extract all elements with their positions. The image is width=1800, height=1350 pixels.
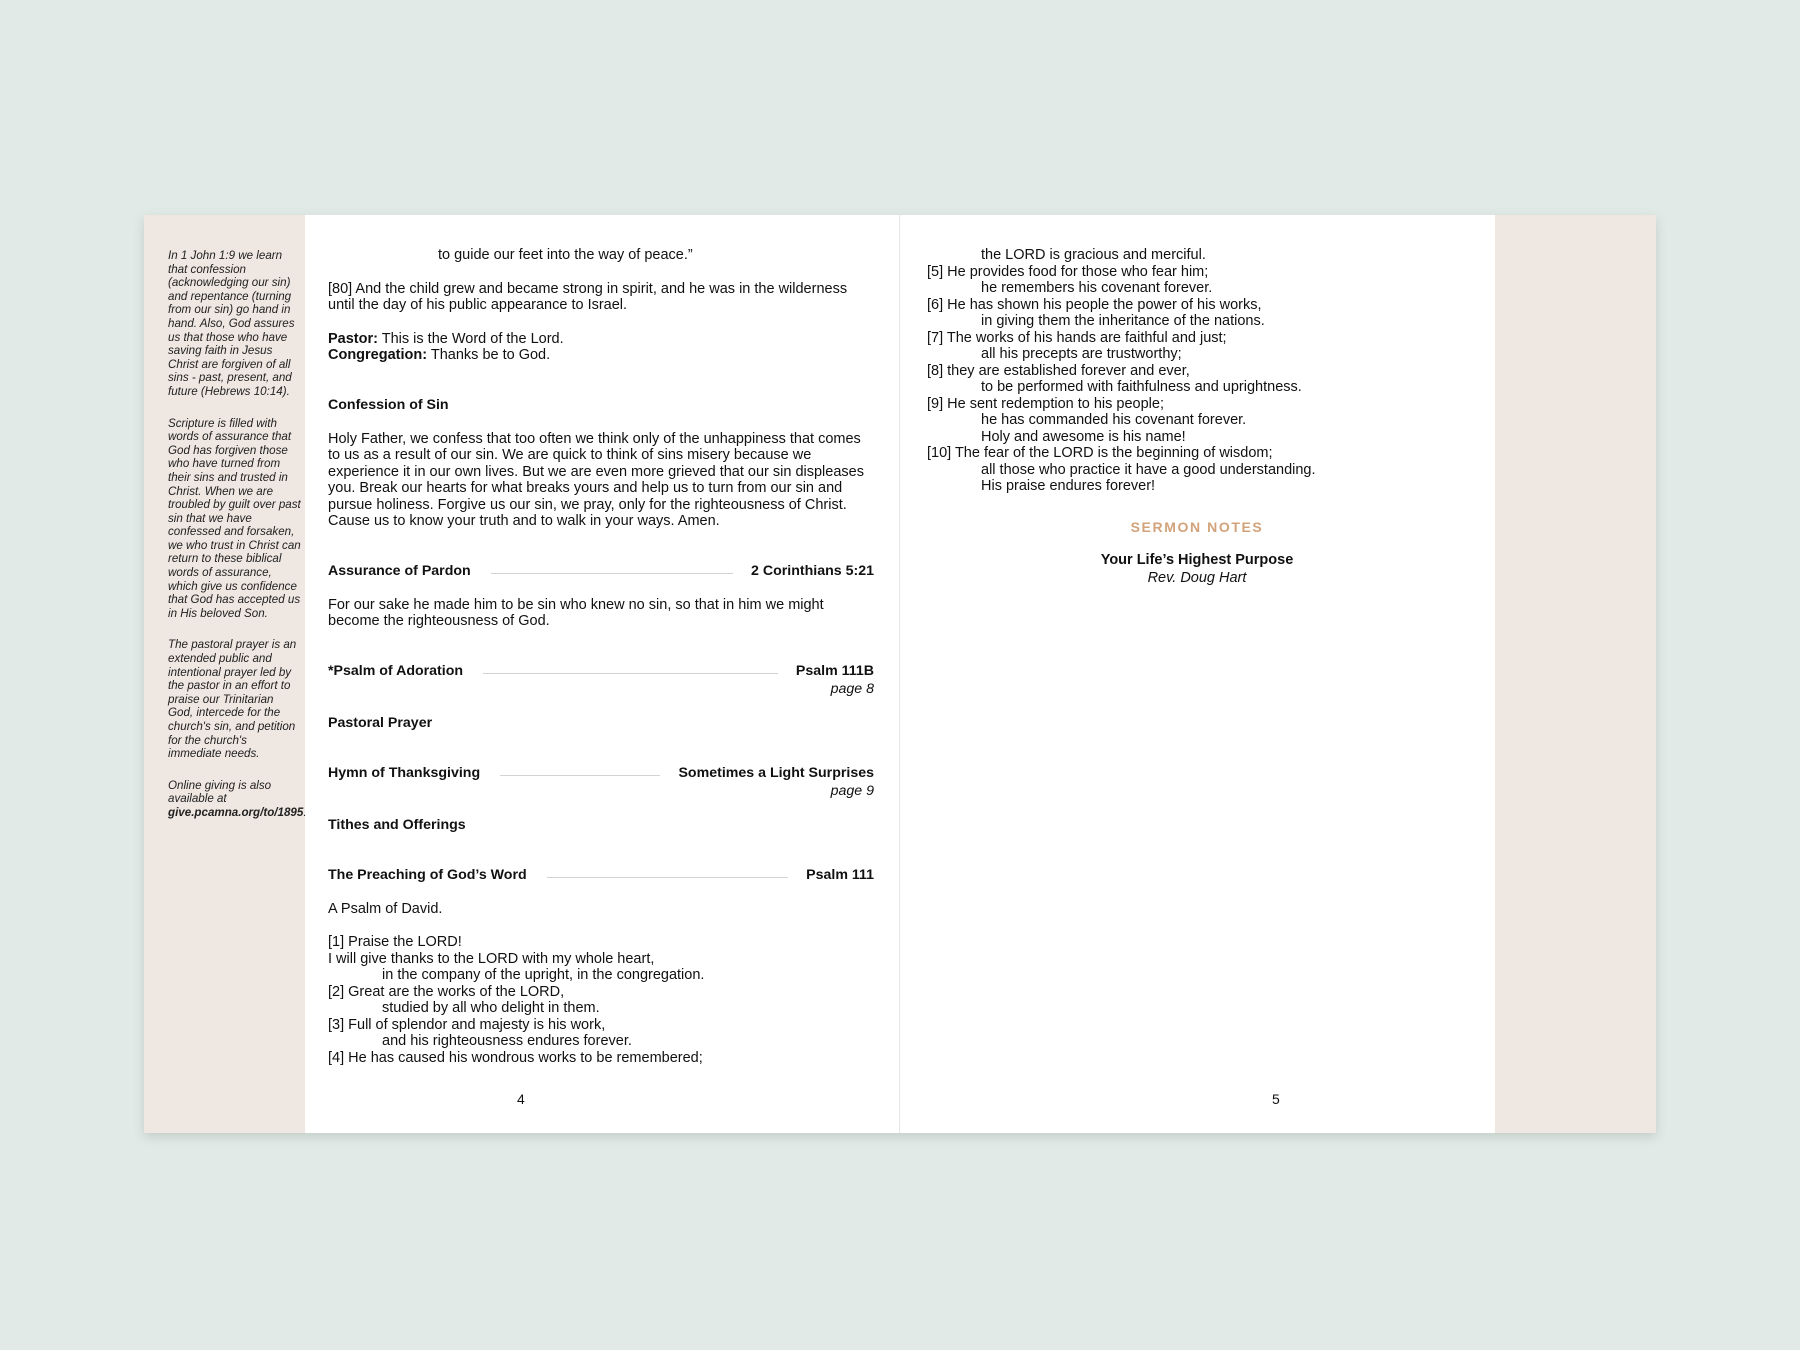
- assurance-reference: 2 Corinthians 5:21: [751, 562, 874, 579]
- preacher-name: Rev. Doug Hart: [1147, 569, 1247, 586]
- right-margin-panel: [1495, 215, 1656, 1133]
- psalm-line: [3] Full of splendor and majesty is his work,: [328, 1016, 606, 1033]
- pastor-response: [328, 331, 874, 348]
- psalm-line: in giving them the inheritance of the nations.: [981, 313, 1265, 329]
- psalm-line: all those who practice it have a good understanding.: [981, 461, 1316, 478]
- sermon-notes-title: SERMON NOTES: [1130, 518, 1264, 535]
- scripture-verse-80: [80] And the child grew and became strong in spirit, and he was in the wilderness until the day of his public appearance to Israel.: [328, 280, 848, 313]
- page-number-left: 4: [517, 1091, 525, 1107]
- assurance-row: [328, 563, 874, 580]
- preaching-heading: The Preaching of God’s Word: [328, 866, 527, 883]
- scripture-line: to guide our feet into the way of peace.”: [438, 247, 693, 263]
- adoration-page-ref: page 8: [830, 680, 874, 697]
- sermon-title: Your Life’s Highest Purpose: [1100, 551, 1294, 568]
- psalm-line: [2] Great are the works of the LORD,: [328, 983, 565, 1000]
- psalm-line: [6] He has shown his people the power of his works,: [927, 296, 1262, 313]
- psalm-line: I will give thanks to the LORD with my whole heart,: [328, 950, 655, 967]
- adoration-reference: Psalm 111B: [795, 662, 874, 679]
- thanksgiving-hymn: Sometimes a Light Surprises: [678, 764, 874, 781]
- congregation-text: Thanks be to God.: [430, 347, 551, 363]
- sidebar-note-confession: In 1 John 1:9 we learn that confession (acknowledging our sin) and repentance (turning from our sin) go hand in hand. Also, God assures us that those who have saving faith in Jesus Christ are forgiven of all sins - past, present, and future (Hebrews 10:14).: [168, 249, 295, 398]
- psalm-line: studied by all who delight in them.: [382, 1000, 600, 1016]
- page-right: [927, 247, 1467, 587]
- page-left: [328, 247, 874, 1066]
- thanksgiving-row: [328, 765, 874, 782]
- adoration-heading: *Psalm of Adoration: [328, 662, 464, 679]
- adoration-row: [328, 663, 874, 680]
- sidebar-note-online-giving: [168, 778, 307, 820]
- sidebar-note-assurance: Scripture is filled with words of assurance that God has forgiven those who have turned from their sins and trusted in Christ. When we are troubled by guilt over past sin that we have confessed and forsaken, we who trust in Christ can return to these biblical words of assurance, which give us confidence that God has accepted us in His beloved Son.: [168, 416, 301, 620]
- preaching-reference: Psalm 111: [806, 866, 874, 883]
- psalm-line: to be performed with faithfulness and uprightness.: [981, 379, 1302, 395]
- assurance-heading: Assurance of Pardon: [328, 562, 471, 579]
- psalm-line: [9] He sent redemption to his people;: [927, 395, 1164, 412]
- page-number-right: 5: [1272, 1091, 1280, 1107]
- page-divider: [899, 215, 900, 1133]
- psalm-line: [5] He provides food for those who fear him;: [927, 263, 1209, 280]
- assurance-text: For our sake he made him to be sin who knew no sin, so that in him we might become the righteousness of God.: [328, 596, 824, 629]
- thanksgiving-page-ref: page 9: [830, 782, 874, 799]
- online-giving-text: Online giving is also available at: [168, 778, 272, 806]
- psalm-line: [8] they are established forever and ever,: [927, 362, 1190, 379]
- psalm-line: [7] The works of his hands are faithful and just;: [927, 329, 1227, 346]
- psalm-line: in the company of the upright, in the congregation.: [382, 967, 705, 983]
- thanksgiving-heading: Hymn of Thanksgiving: [328, 764, 481, 781]
- leader-rule: [500, 775, 660, 776]
- psalm-line: Holy and awesome is his name!: [981, 428, 1186, 445]
- sidebar-notes-panel: [144, 215, 305, 1133]
- leader-rule: [547, 877, 789, 878]
- leader-rule: [483, 673, 778, 674]
- psalm-line: [1] Praise the LORD!: [328, 934, 462, 950]
- psalm-line: he has commanded his covenant forever.: [981, 412, 1247, 428]
- online-giving-period: .: [303, 805, 307, 819]
- psalm-line: the LORD is gracious and merciful.: [981, 247, 1206, 263]
- psalm-line: His praise endures forever!: [981, 478, 1156, 494]
- congregation-label: Congregation:: [328, 347, 428, 363]
- confession-heading: Confession of Sin: [328, 396, 449, 413]
- psalm-intro: A Psalm of David.: [328, 900, 443, 917]
- congregation-response: [328, 347, 874, 364]
- leader-rule: [491, 573, 733, 574]
- psalm-line: [4] He has caused his wondrous works to be remembered;: [328, 1049, 703, 1066]
- psalm-line: all his precepts are trustworthy;: [981, 346, 1182, 362]
- psalm-line: [10] The fear of the LORD is the beginning of wisdom;: [927, 445, 1273, 461]
- bulletin-spread: [144, 215, 1656, 1133]
- pastor-label: Pastor:: [328, 330, 378, 347]
- tithes-heading: Tithes and Offerings: [328, 816, 466, 833]
- pastoral-prayer-heading: Pastoral Prayer: [328, 714, 433, 731]
- sidebar-note-pastoral-prayer: The pastoral prayer is an extended public and intentional prayer led by the pastor in an effort to praise our Trinitarian God, intercede for the church's sin, and petition for the church's immediate needs.: [168, 638, 297, 761]
- online-giving-link[interactable]: give.pcamna.org/to/1895: [168, 805, 304, 819]
- pastor-text: This is the Word of the Lord.: [381, 330, 564, 347]
- psalm-line: he remembers his covenant forever.: [981, 280, 1213, 296]
- preaching-row: [328, 867, 874, 884]
- psalm-line: and his righteousness endures forever.: [382, 1033, 632, 1049]
- confession-prayer: Holy Father, we confess that too often we think only of the unhappiness that comes to us as a result of our sin. We are quick to think of sins misery because we experience it in our own lives. But we are even more grieved that our sin displeases you. Break our hearts for what breaks yours and help us to turn from our sin and pursue holiness. Forgive us our sin, we pray, only for the righteousness of Christ. Cause us to know your truth and to walk in your ways. Amen.: [328, 430, 864, 529]
